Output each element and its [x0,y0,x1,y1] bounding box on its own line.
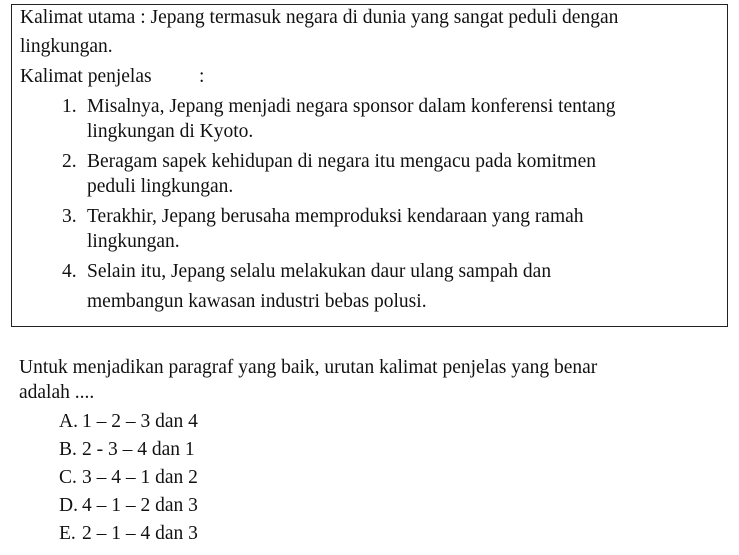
item-2-number: 2. [62,151,77,172]
option-b-text[interactable]: 2 - 3 – 4 dan 1 [82,439,195,460]
item-3-line-1: Terakhir, Jepang berusaha memproduksi kendaraan yang ramah [87,206,584,227]
item-1-number: 1. [62,96,77,117]
option-e-letter: E. [59,523,76,544]
option-c-text[interactable]: 3 – 4 – 1 dan 2 [82,467,198,488]
option-e-text[interactable]: 2 – 1 – 4 dan 3 [82,523,198,544]
item-3-number: 3. [62,206,77,227]
item-4-line-2: membangun kawasan industri bebas polusi. [87,291,427,312]
item-2-line-1: Beragam sapek kehidupan di negara itu mengacu pada komitmen [87,151,596,172]
option-a-text[interactable]: 1 – 2 – 3 dan 4 [82,411,198,432]
option-a-letter: A. [59,411,78,432]
item-1-line-2: lingkungan di Kyoto. [87,121,254,142]
item-3-line-2: lingkungan. [87,231,180,252]
question-line-1: Untuk menjadikan paragraf yang baik, urutan kalimat penjelas yang benar [19,357,598,378]
main-sentence-line-1: Kalimat utama : Jepang termasuk negara di dunia yang sangat peduli dengan [20,7,619,28]
supporting-label: Kalimat penjelas [20,66,152,87]
option-b-letter: B. [59,439,77,460]
supporting-colon: : [199,66,205,87]
option-c-letter: C. [59,467,77,488]
main-sentence-line-2: lingkungan. [20,36,113,57]
item-2-line-2: peduli lingkungan. [87,176,234,197]
option-d-text[interactable]: 4 – 1 – 2 dan 3 [82,495,198,516]
question-line-2: adalah .... [19,382,95,403]
item-4-number: 4. [62,261,77,282]
item-4-line-1: Selain itu, Jepang selalu melakukan daur ulang sampah dan [87,261,552,282]
item-1-line-1: Misalnya, Jepang menjadi negara sponsor dalam konferensi tentang [87,96,616,117]
option-d-letter: D. [59,495,78,516]
